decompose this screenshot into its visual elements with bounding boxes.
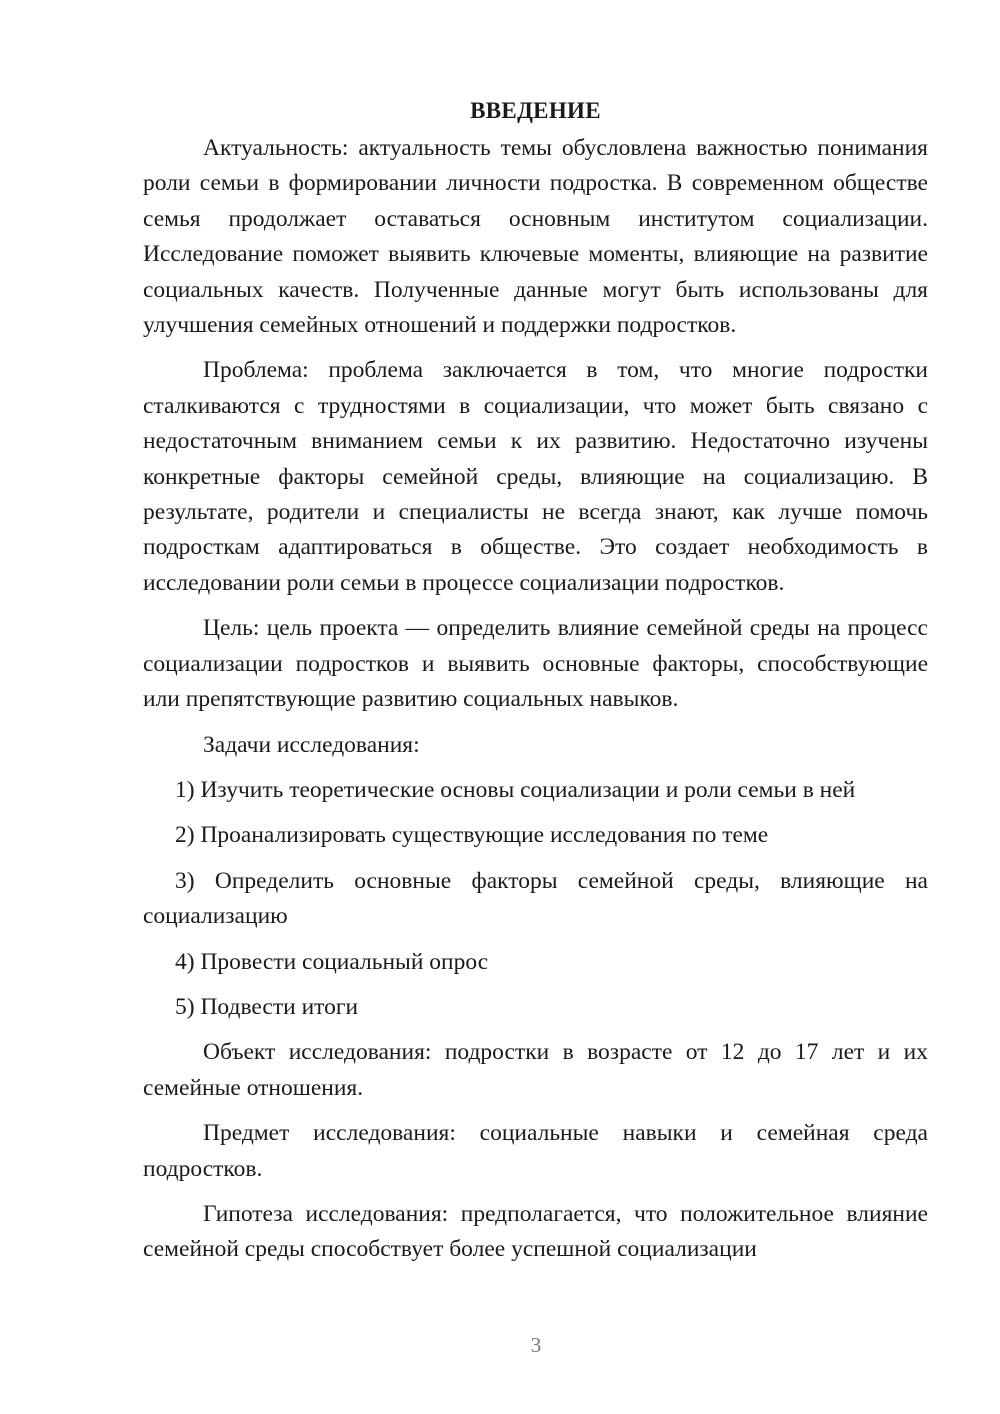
relevance-paragraph: Актуальность: актуальность темы обусловлена важностью понимания роли семьи в формировании личности подростка. В современном обществе семья продолжает оставаться основным институтом социализации. Исследование поможет выявить ключевые моменты, влияющие на развитие социальных качеств. Полученные данные могут быть использованы для улучшения семейных отношений и поддержки подростков. bbox=[143, 135, 928, 339]
task-item: 4) Провести социальный опрос bbox=[175, 948, 489, 975]
problem-paragraph: Проблема: проблема заключается в том, что многие подростки сталкиваются с трудностями в социализации, что может быть связано с недостаточным вниманием семьи к их развитию. Недостаточно изучены конкретные факторы семейной среды, влияющие на социализацию. В результате, родители и специалисты не всегда знают, как лучше помочь подросткам адаптироваться в обществе. Это создает необходимость в исследовании роли семьи в процессе социализации подростков. bbox=[143, 357, 928, 596]
hypothesis-paragraph: Гипотеза исследования: предполагается, что положительное влияние семейной среды способствует более успешной социализации bbox=[143, 1200, 928, 1263]
object-paragraph: Объект исследования: подростки в возрасте от 12 до 17 лет и их семейные отношения. bbox=[143, 1039, 928, 1101]
page-number: 3 bbox=[530, 1333, 542, 1357]
tasks-heading: Задачи исследования: bbox=[203, 731, 420, 758]
task-item: 3) Определить основные факторы семейной среды, влияющие на социализацию bbox=[143, 867, 928, 930]
task-item: 2) Проанализировать существующие исследования по теме bbox=[175, 822, 769, 849]
task-item: 1) Изучить теоретические основы социализации и роли семьи в ней bbox=[175, 776, 856, 803]
task-item: 5) Подвести итоги bbox=[175, 993, 359, 1020]
document-page bbox=[143, 96, 928, 1278]
section-title: ВВЕДЕНИЕ bbox=[470, 98, 601, 123]
goal-paragraph: Цель: цель проекта — определить влияние семейной среды на процесс социализации подростков и выявить основные факторы, способствующие или препятствующие развитию социальных навыков. bbox=[143, 615, 928, 713]
subject-paragraph: Предмет исследования: социальные навыки и семейная среда подростков. bbox=[143, 1120, 928, 1182]
